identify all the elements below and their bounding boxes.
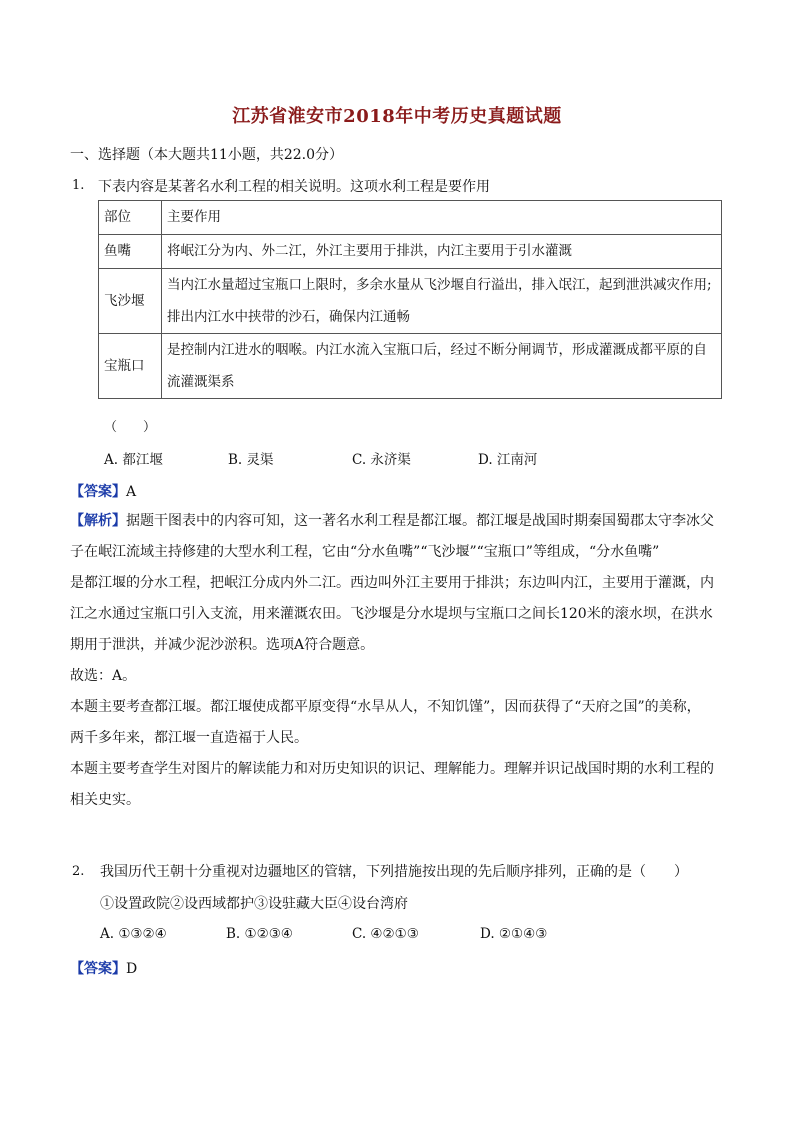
answer-label: 【答案】 [70,961,126,977]
answer-line [70,481,136,501]
option-a: A. 都江堰 [104,452,163,468]
question-items: ①设置政院②设西域都护③设驻藏大臣④设台湾府 [100,896,408,912]
table-cell-part: 宝瓶口 [99,334,162,399]
explanation-line: 两千多年来，都江堰一直造福于人民。 [70,730,308,746]
explanation-line: 本题主要考查都江堰。都江堰使成都平原变得“水旱从人，不知饥馑”，因而获得了“天府之国”的美称， [70,699,701,715]
option-b: B. 灵渠 [228,452,274,468]
table-cell-line: 排出内江水中挟带的沙石，确保内江通畅 [167,309,410,325]
analysis-line: 江之水通过宝瓶口引入支流，用来灌溉农田。飞沙堰是分水堤坝与宝瓶口之间长120米的滚水坝，在洪水 [70,606,713,622]
info-table [98,200,722,399]
table-row [99,269,722,334]
analysis-line [70,506,730,537]
option-d: D. ②①④③ [480,926,548,942]
table-cell-line: 是控制内江进水的咽喉。内江水流入宝瓶口后，经过不断分闸调节，形成灌溉成都平原的自 [167,342,707,358]
choose-line: 故选：A。 [70,668,137,684]
table-header-row [99,201,722,235]
table-cell-part: 飞沙堰 [99,269,162,334]
table-row [99,235,722,269]
analysis-text: 据题干图表中的内容可知，这一著名水利工程是都江堰。都江堰是战国时期秦国蜀郡太守李冰父 [126,513,714,529]
option-c: C. 永济渠 [352,452,411,468]
analysis-line: 是都江堰的分水工程，把岷江分成内外二江。西边叫外江主要用于排洪；东边叫内江，主要用于灌溉，内 [70,575,714,591]
section-heading: 一、选择题（本大题共11小题，共22.0分） [70,147,343,163]
question-number: 1. [72,178,85,193]
answer-value: A [126,484,137,500]
option-c: C. ④②①③ [352,926,419,942]
table-cell-line: 流灌溉渠系 [167,374,235,390]
table-cell-line: 当内江水量超过宝瓶口上限时，多余水量从飞沙堰自行溢出，排入氓江，起到泄洪减灾作用; [167,277,712,293]
analysis-line: 子在岷江流域主持修建的大型水利工程，它由“分水鱼嘴”“飞沙堰”“宝瓶口”等组成，“分水鱼嘴” [70,544,660,560]
explanation-line: 本题主要考查学生对图片的解读能力和对历史知识的识记、理解能力。理解并识记战国时期的水利工程的 [70,761,714,777]
analysis-block [70,506,730,816]
option-b: B. ①②③④ [226,926,293,942]
table-row [99,334,722,399]
option-a: A. ①③②④ [100,926,167,942]
table-header-cell: 部位 [99,201,162,235]
answer-line [70,958,137,978]
question-stem: 我国历代王朝十分重视对边疆地区的管辖，下列措施按出现的先后顺序排列，正确的是（ ） [100,864,688,880]
analysis-line: 期用于泄洪，并减少泥沙淤积。选项A符合题意。 [70,637,375,653]
explanation-line: 相关史实。 [70,792,140,808]
analysis-label: 【解析】 [70,513,126,529]
answer-blank: （ ） [104,420,157,435]
table-cell-desc [162,334,722,399]
table-cell-desc [162,269,722,334]
question-number: 2. [72,864,85,879]
answer-value: D [126,961,138,977]
table-header-cell: 主要作用 [162,201,722,235]
answer-label: 【答案】 [70,484,126,500]
option-d: D. 江南河 [478,452,538,468]
page-title: 江苏省淮安市2018年中考历史真题试题 [232,106,562,127]
question-stem: 下表内容是某著名水利工程的相关说明。这项水利工程是要作用 [98,179,490,195]
table-cell-desc: 将岷江分为内、外二江，外江主要用于排洪，内江主要用于引水灌溉 [162,235,722,269]
table-cell-part: 鱼嘴 [99,235,162,269]
